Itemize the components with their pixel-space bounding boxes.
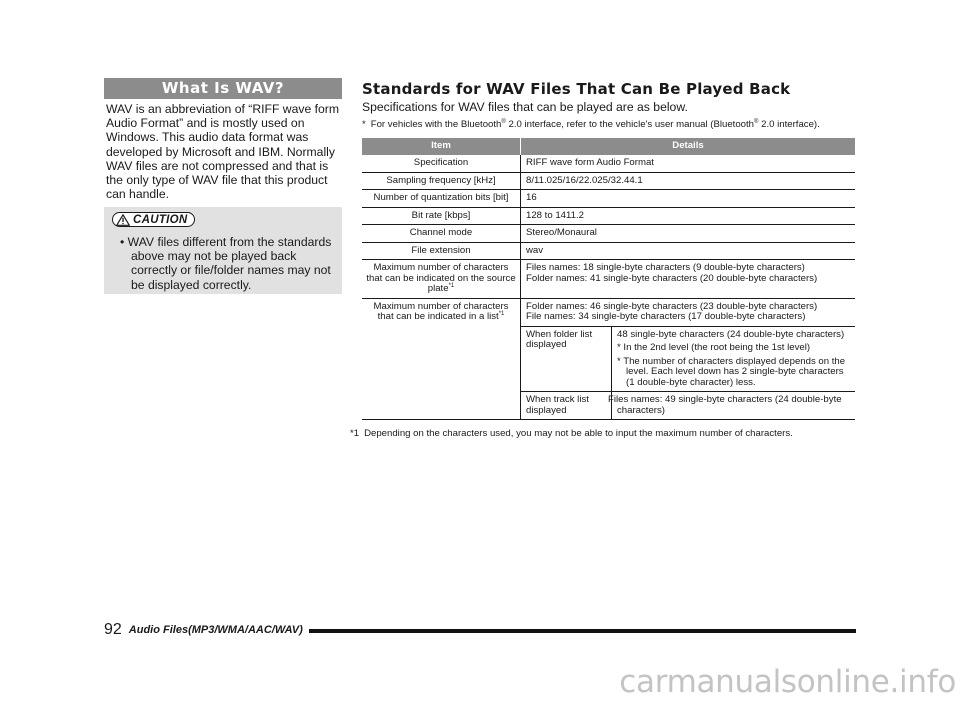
table-row [362, 155, 855, 172]
caution-item: • WAV files different from the standards above may not be played back correctly or file/folder names may not be displayed correctly. [120, 234, 332, 292]
table-row [362, 207, 855, 225]
footnote-ref: *1 [498, 310, 505, 317]
caution-badge [112, 212, 195, 227]
sub-item-folder-list: When folder list displayed [521, 326, 612, 392]
list-files: File names: 34 single-byte characters (17 double-byte characters) [526, 311, 806, 322]
table-header-row [362, 138, 855, 155]
folder-list-note: * In the 2nd level (the root being the 1st level) [617, 342, 811, 353]
wav-description: WAV is an abbreviation of “RIFF wave form Audio Format” and is mostly used on Windows. This audio data format was developed by Microsoft and IBM. Normally WAV files are not compressed and that is the only type of WAV file that this product can handle. [106, 102, 339, 202]
source-plate-item: Maximum number of characters that can be indicated on the source plate [366, 262, 516, 294]
table-row [362, 190, 855, 208]
registered-mark: ® [754, 118, 759, 125]
header-item: Item [362, 138, 521, 155]
list-item-label: Maximum number of characters that can be indicated in a list [373, 300, 509, 322]
sub-item-track-list: When track list displayed [521, 392, 612, 420]
footnote-mark: *1 [350, 428, 360, 439]
table-row [362, 172, 855, 190]
row-item: Specification [362, 155, 521, 172]
wav-spec-table [362, 138, 855, 420]
note-text-3: 2.0 interface). [758, 119, 820, 130]
page-footer [104, 620, 856, 640]
note-text-2: 2.0 interface, refer to the vehicle's user manual (Bluetooth [505, 119, 755, 130]
source-plate-files: Files names: 18 single-byte characters (9 double-byte characters) [526, 262, 805, 273]
table-row [362, 298, 855, 326]
wav-standards-section [350, 80, 855, 439]
row-detail [521, 298, 856, 326]
row-detail: 16 [521, 190, 856, 208]
footer-rule [309, 629, 856, 633]
caution-text: WAV files different from the standards above may not be played back correctly or file/folder names may not be displayed correctly. [127, 234, 332, 292]
row-detail: wav [521, 242, 856, 260]
page-number: 92 [104, 621, 122, 638]
row-detail: 128 to 1411.2 [521, 207, 856, 225]
footnote-ref: *1 [448, 282, 455, 289]
row-item: Number of quantization bits [bit] [362, 190, 521, 208]
row-detail: 8/11.025/16/22.025/32.44.1 [521, 172, 856, 190]
row-detail [521, 260, 856, 299]
header-details: Details [521, 138, 856, 155]
note-text-1: For vehicles with the Bluetooth [370, 119, 502, 130]
footnote-text: Depending on the characters used, you may not be able to input the maximum number of characters. [364, 428, 793, 439]
folder-list-detail: 48 single-byte characters (24 double-byte characters) [617, 328, 845, 340]
table-row [362, 225, 855, 243]
row-item: Sampling frequency [kHz] [362, 172, 521, 190]
watermark: carmanualsonline.info [619, 664, 956, 700]
sub-detail-track-list: Files names: 49 single-byte characters (24 double-byte characters) [612, 392, 856, 420]
row-detail: RIFF wave form Audio Format [521, 155, 856, 172]
note-mark: * [362, 119, 366, 130]
table-row [362, 242, 855, 260]
section-title: What Is WAV? [104, 78, 342, 99]
table-row [362, 260, 855, 299]
row-item: Bit rate [kbps] [362, 207, 521, 225]
sub-detail-folder-list [612, 326, 856, 392]
caution-box [104, 207, 342, 294]
warning-triangle-icon [116, 214, 130, 226]
intro-text: Specifications for WAV files that can be played are as below. [362, 100, 688, 114]
caution-label: CAUTION [133, 213, 188, 226]
chapter-title: Audio Files(MP3/WMA/AAC/WAV) [128, 624, 303, 636]
registered-mark: ® [501, 118, 506, 125]
row-item [362, 260, 521, 299]
row-item: File extension [362, 242, 521, 260]
row-item: Channel mode [362, 225, 521, 243]
footnote [350, 428, 855, 439]
row-item [362, 298, 521, 420]
list-folders: Folder names: 46 single-byte characters (23 double-byte characters) [526, 300, 818, 312]
what-is-wav-section [104, 78, 342, 294]
source-plate-folders: Folder names: 41 single-byte characters (20 double-byte characters) [526, 272, 818, 284]
section-title: Standards for WAV Files That Can Be Played Back [362, 80, 791, 98]
row-detail: Stereo/Monaural [521, 225, 856, 243]
folder-list-note: * The number of characters displayed depends on the level. Each level down has 2 single-byte characters (1 double-byte character) less. [617, 355, 846, 388]
bluetooth-note [362, 119, 855, 131]
